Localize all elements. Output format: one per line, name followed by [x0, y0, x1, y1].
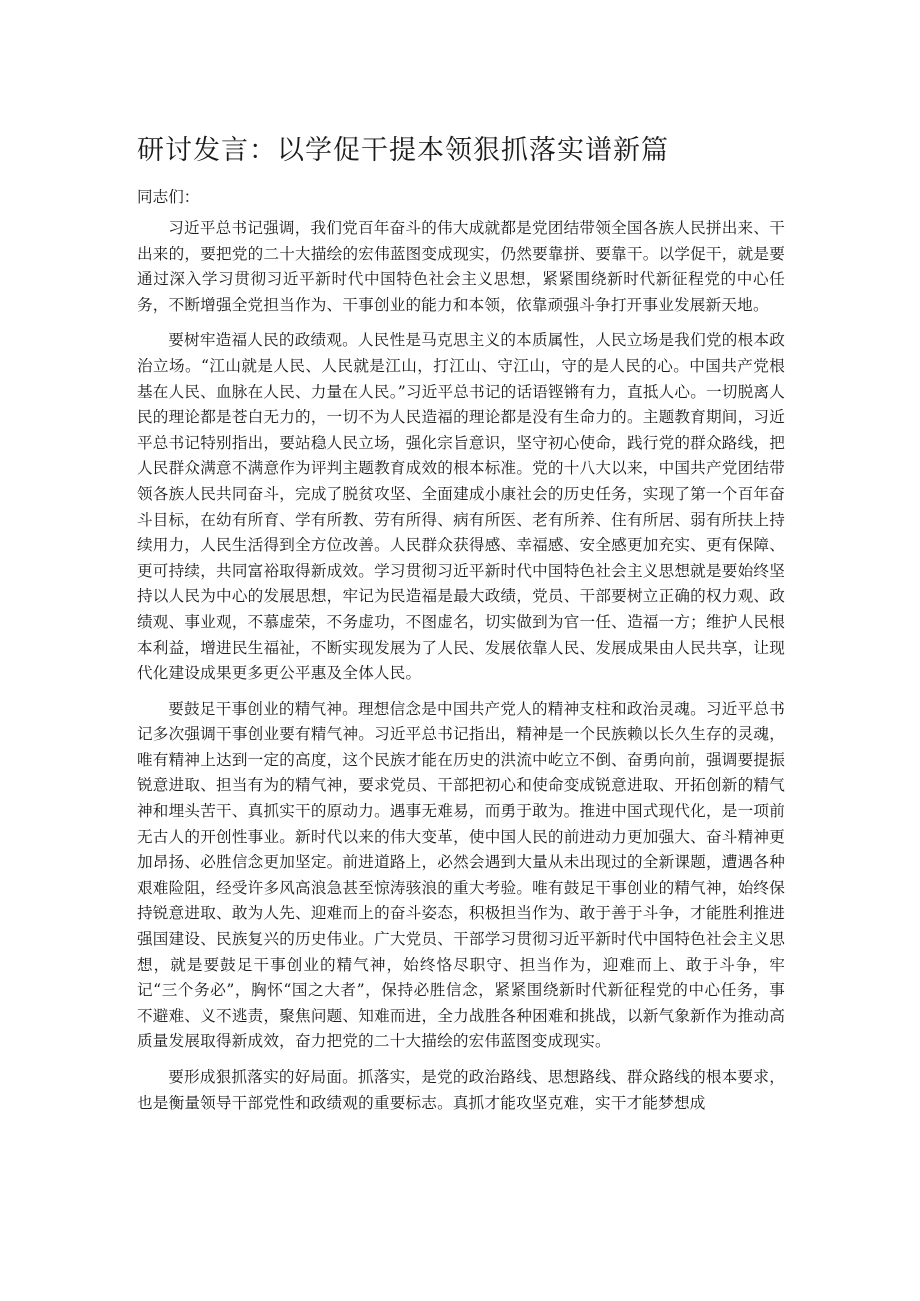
paragraph-people-centered: 要树牢造福人民的政绩观。人民性是马克思主义的本质属性，人民立场是我们党的根本政治立场。“江山就是人民、人民就是江山，打江山、守江山，守的是人民的心。中国共产党根基在人民、血脉在人民、力量在人民。”习近平总书记的话语铿锵有力，直抵人心。一切脱离人民的理论都是苍白无力的，一切不为人民造福的理论都是没有生命力的。主题教育期间，习近平总书记特别指出，要站稳人民立场，强化宗旨意识，坚守初心使命，践行党的群众路线，把人民群众满意不满意作为评判主题教育成效的根本标准。党的十八大以来，中国共产党团结带领各族人民共同奋斗，完成了脱贫攻坚、全面建成小康社会的历史任务，实现了第一个百年奋斗目标，在幼有所育、学有所教、劳有所得、病有所医、老有所养、住有所居、弱有所扶上持续用力，人民生活得到全方位改善。人民群众获得感、幸福感、安全感更加充实、更有保障、更可持续，共同富裕取得新成效。学习贯彻习近平新时代中国特色社会主义思想就是要始终坚持以人民为中心的发展思想，牢记为民造福是最大政绩，党员、干部要树立正确的权力观、政绩观、事业观，不慕虚荣，不务虚功，不图虚名，切实做到为官一任、造福一方；维护人民根本利益，增进民生福祉，不断实现发展为了人民、发展依靠人民、发展成果由人民共享，让现代化建设成果更多更公平惠及全体人民。 — [137, 331, 785, 683]
paragraph-spirit: 要鼓足干事创业的精气神。理想信念是中国共产党人的精神支柱和政治灵魂。习近平总书记多次强调干事创业要有精气神。习近平总书记指出，精神是一个民族赖以长久生存的灵魂，唯有精神上达到一定的高度，这个民族才能在历史的洪流中屹立不倒、奋勇向前，强调要提振锐意进取、担当有为的精气神，要求党员、干部把初心和使命变成锐意进取、开拓创新的精气神和埋头苦干、真抓实干的原动力。遇事无难易，而勇于敢为。推进中国式现代化，是一项前无古人的开创性事业。新时代以来的伟大变革，使中国人民的前进动力更加强大、奋斗精神更加昂扬、必胜信念更加坚定。前进道路上，必然会遇到大量从未出现过的全新课题，遭遇各种艰难险阻，经受许多风高浪急甚至惊涛骇浪的重大考验。唯有鼓足干事创业的精气神，始终保持锐意进取、敢为人先、迎难而上的奋斗姿态，积极担当作为、敢于善于斗争，才能胜利推进强国建设、民族复兴的历史伟业。广大党员、干部学习贯彻习近平新时代中国特色社会主义思想，就是要鼓足干事创业的精气神，始终恪尽职守、担当作为，迎难而上、敢于斗争，牢记“三个务必”，胸怀“国之大者”，保持必胜信念，紧紧围绕新时代新征程党的中心任务，事不避难、义不逃责，聚焦问题、知难而进，全力战胜各种困难和挑战，以新气象新作为推动高质量发展取得新成效，奋力把党的二十大描绘的宏伟蓝图变成现实。 — [137, 699, 785, 1051]
paragraph-intro: 习近平总书记强调，我们党百年奋斗的伟大成就都是党团结带领全国各族人民拼出来、干出来的，要把党的二十大描绘的宏伟蓝图变成现实，仍然要靠拼、要靠干。以学促干，就是要通过深入学习贯彻习近平新时代中国特色社会主义思想，紧紧围绕新时代新征程党的中心任务，不断增强全党担当作为、干事创业的能力和本领，依靠顽强斗争打开事业发展新天地。 — [137, 219, 785, 314]
page-title: 研讨发言：以学促干提本领狠抓落实谱新篇 — [137, 135, 669, 166]
paragraph-implementation: 要形成狠抓落实的好局面。抓落实，是党的政治路线、思想路线、群众路线的根本要求，也是衡量领导干部党性和政绩观的重要标志。真抓才能攻坚克难，实干才能梦想成 — [137, 1068, 785, 1112]
salutation: 同志们： — [137, 188, 200, 206]
document-body — [137, 216, 785, 1126]
